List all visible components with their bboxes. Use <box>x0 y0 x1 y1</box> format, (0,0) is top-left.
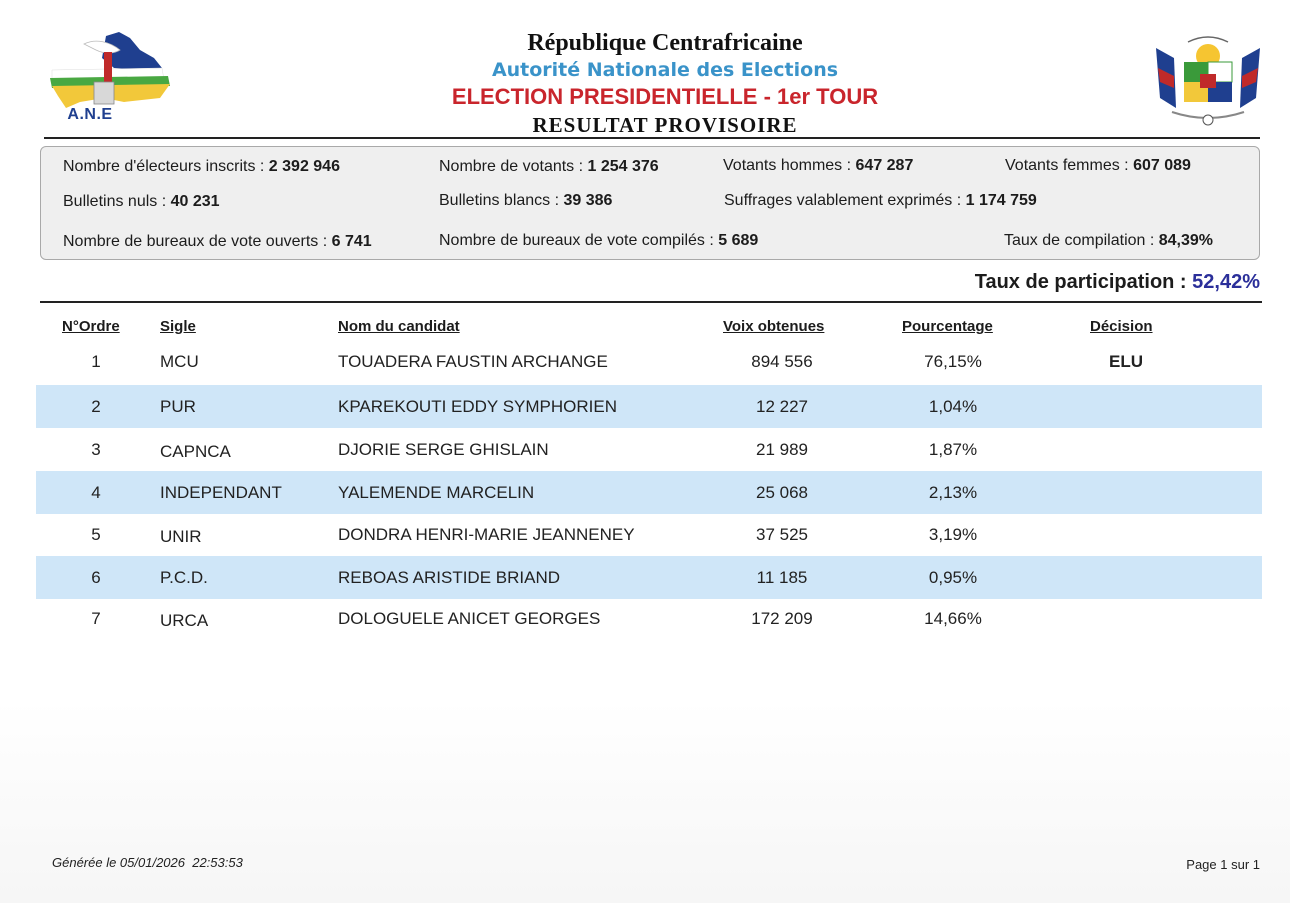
table-row <box>36 597 1262 640</box>
cell-voix: 37 525 <box>756 525 808 544</box>
cell-voix: 21 989 <box>756 440 808 459</box>
cell-ordre: 5 <box>91 525 101 544</box>
stat-nuls: Bulletins nuls : 40 231 <box>63 193 220 210</box>
stat-inscrits: Nombre d'électeurs inscrits : 2 392 946 <box>63 158 340 175</box>
header-voix: Voix obtenues <box>723 318 825 335</box>
cell-decision <box>1086 471 1166 514</box>
cell-ordre: 2 <box>91 397 101 416</box>
cell-decision <box>1086 385 1166 428</box>
header-ordre: N°Ordre <box>62 318 120 335</box>
stat-bureaux-ouverts: Nombre de bureaux de vote ouverts : 6 741 <box>63 233 372 250</box>
cell-nom: DJORIE SERGE GHISLAIN <box>338 440 549 459</box>
table-row <box>36 428 1262 471</box>
cell-decision <box>1086 513 1166 556</box>
cell-ordre: 1 <box>91 352 101 371</box>
header-decision: Décision <box>1090 318 1153 335</box>
table-row <box>36 513 1262 556</box>
stat-exprimes: Suffrages valablement exprimés : 1 174 759 <box>724 192 1037 209</box>
cell-pourcentage: 76,15% <box>924 352 982 371</box>
header-pourcentage: Pourcentage <box>902 318 993 335</box>
participation-value: 52,42% <box>1192 271 1260 293</box>
cell-decision <box>1086 556 1166 599</box>
cell-voix: 172 209 <box>751 609 813 628</box>
cell-sigle: CAPNCA <box>160 442 231 461</box>
cell-ordre: 7 <box>91 609 101 628</box>
cell-nom: DOLOGUELE ANICET GEORGES <box>338 609 601 628</box>
cell-ordre: 4 <box>91 483 101 502</box>
coat-of-arms-icon <box>1152 28 1264 132</box>
cell-sigle: URCA <box>160 611 209 630</box>
table-divider <box>40 301 1262 303</box>
authority-title: Autorité Nationale des Elections <box>491 59 839 81</box>
cell-sigle: PUR <box>160 397 196 416</box>
cell-sigle: INDEPENDANT <box>160 483 282 502</box>
cell-voix: 894 556 <box>751 352 813 371</box>
cell-pourcentage: 1,87% <box>928 440 978 459</box>
cell-sigle: UNIR <box>160 527 202 546</box>
header-divider <box>44 137 1260 139</box>
cell-sigle: P.C.D. <box>160 568 208 587</box>
result-title: RESULTAT PROVISOIRE <box>532 113 798 137</box>
header-nom: Nom du candidat <box>338 318 460 335</box>
ane-logo <box>44 28 174 128</box>
cell-sigle: MCU <box>160 352 199 371</box>
stat-blancs: Bulletins blancs : 39 386 <box>439 192 613 209</box>
stat-hommes: Votants hommes : 647 287 <box>723 157 914 174</box>
cell-voix: 25 068 <box>756 483 808 502</box>
stat-bureaux-compiles: Nombre de bureaux de vote compilés : 5 689 <box>439 232 759 249</box>
generated-timestamp: Générée le 05/01/2026 22:53:53 <box>52 855 243 870</box>
cell-pourcentage: 14,66% <box>924 609 982 628</box>
cell-pourcentage: 0,95% <box>928 568 978 587</box>
cell-decision <box>1086 597 1166 640</box>
stat-femmes: Votants femmes : 607 089 <box>1005 157 1191 174</box>
table-row <box>36 340 1262 383</box>
header-sigle: Sigle <box>160 318 196 335</box>
ane-logo-text: A.N.E <box>67 106 113 123</box>
cell-nom: DONDRA HENRI-MARIE JEANNENEY <box>338 525 635 544</box>
summary-box <box>40 146 1260 260</box>
ane-map-emblem-icon <box>44 28 174 108</box>
cell-decision <box>1086 428 1166 471</box>
cell-nom: TOUADERA FAUSTIN ARCHANGE <box>338 352 608 371</box>
cell-pourcentage: 2,13% <box>928 483 978 502</box>
cell-nom: REBOAS ARISTIDE BRIAND <box>338 568 560 587</box>
cell-pourcentage: 3,19% <box>928 525 978 544</box>
cell-decision: ELU <box>1109 352 1143 371</box>
table-row <box>36 471 1262 514</box>
cell-pourcentage: 1,04% <box>928 397 978 416</box>
election-title: ELECTION PRESIDENTIELLE - 1er TOUR <box>451 84 879 109</box>
cell-nom: KPAREKOUTI EDDY SYMPHORIEN <box>338 397 617 416</box>
cell-ordre: 3 <box>91 440 101 459</box>
table-row <box>36 385 1262 428</box>
cell-voix: 12 227 <box>756 397 808 416</box>
cell-voix: 11 185 <box>756 568 808 587</box>
page-number: Page 1 sur 1 <box>1186 857 1260 872</box>
stat-compilation: Taux de compilation : 84,39% <box>1004 232 1214 249</box>
cell-ordre: 6 <box>91 568 101 587</box>
cell-nom: YALEMENDE MARCELIN <box>338 483 535 502</box>
country-title: République Centrafricaine <box>527 30 803 56</box>
stat-votants: Nombre de votants : 1 254 376 <box>439 158 659 175</box>
table-row <box>36 556 1262 599</box>
participation-rate: Taux de participation : 52,42% <box>974 271 1260 293</box>
